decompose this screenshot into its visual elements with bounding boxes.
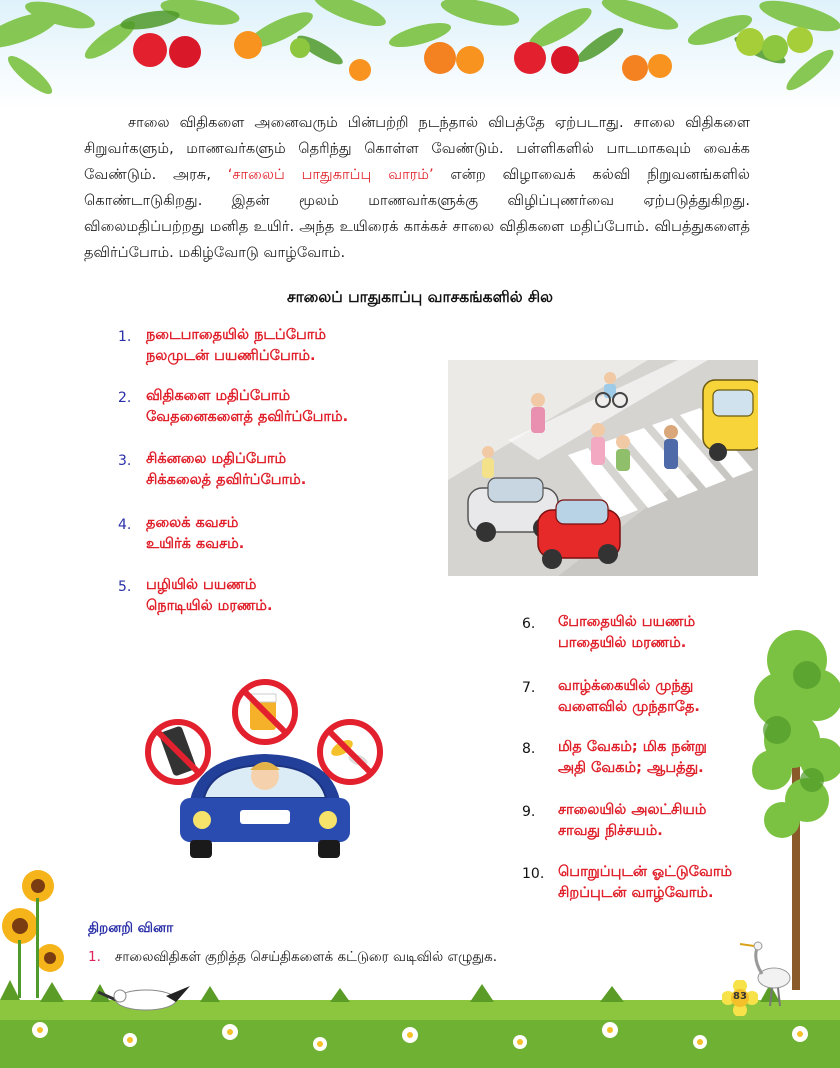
no-phone-no-drink-no-pills-driver-illustration	[140, 670, 390, 890]
yellow-car-icon	[703, 380, 758, 461]
no-phone-icon	[148, 722, 208, 782]
slogan-line: விதிகளை மதிப்போம்	[146, 388, 291, 404]
slogan-line: அதி வேகம்; ஆபத்து.	[558, 760, 704, 776]
slogan-line: பாதையில் மரணம்.	[558, 635, 687, 651]
paragraph-text-before: சாலை விதிகளை அனைவரும் பின்பற்றி நடந்தால் விபத்தே ஏற்படாது. சாலை விதிகளை சிறுவர்களும், மாணவர்களும் தெரிந்து கொள்ள வேண்டும். பள்ளிகளில் பாடமாகவும் வைக்க வேண்டும். அரசு,	[84, 114, 750, 183]
stork-icon	[96, 972, 192, 1022]
slogans-heading: சாலைப் பாதுகாப்பு வாசகங்களில் சில	[286, 288, 554, 306]
crosswalk-scene-illustration	[448, 360, 758, 576]
slogan-line: நொடியில் மரணம்.	[146, 598, 273, 614]
slogan-number: 4.	[118, 517, 132, 533]
slogan-number: 10.	[522, 866, 545, 882]
slogan-list-left	[118, 327, 448, 627]
slogan-line: வளைவில் முந்தாதே.	[558, 699, 700, 715]
slogan-line: நடைபாதையில் நடப்போம்	[146, 327, 327, 343]
slogan-number: 9.	[522, 804, 536, 820]
slogan-line: சாலையில் அலட்சியம்	[558, 802, 707, 818]
question-item	[88, 949, 497, 967]
slogan-number: 3.	[118, 453, 132, 469]
slogan-line: போதையில் பயணம்	[558, 614, 696, 630]
fruit-leaf-banner	[0, 0, 840, 110]
question-number: 1.	[88, 949, 101, 965]
slogan-line: சிக்னலை மதிப்போம்	[146, 451, 287, 467]
slogan-line: சிக்கலைத் தவிர்ப்போம்.	[146, 472, 307, 488]
slogan-number: 5.	[118, 579, 132, 595]
sunflower-decoration	[0, 868, 90, 998]
slogan-number: 8.	[522, 741, 536, 757]
slogan-number: 6.	[522, 616, 536, 632]
slogan-line: பொறுப்புடன் ஓட்டுவோம்	[558, 864, 733, 880]
no-pills-icon	[320, 722, 380, 782]
no-alcohol-icon	[235, 682, 295, 742]
skill-question-title: திறனறி வினா	[88, 920, 174, 936]
slogan-line: வாழ்க்கையில் முந்து	[558, 678, 694, 694]
tree-decoration	[752, 620, 840, 990]
slogan-line: சிறப்புடன் வாழ்வோம்.	[558, 885, 714, 901]
page-number: 83	[733, 991, 747, 1002]
slogan-line: பழியில் பயணம்	[146, 577, 257, 593]
slogan-line: உயிர்க் கவசம்.	[146, 536, 245, 552]
slogan-number: 7.	[522, 680, 536, 696]
paragraph-text-after: என்ற விழாவைக் கல்வி நிறுவனங்களில் கொண்டாடுகிறது. இதன் மூலம் மாணவர்களுக்கு விழிப்புணர்வை ஏற்படுத்துகிறது. விலைமதிப்பற்றது மனித உயிர். அந்த உயிரைக் காக்கச் சாலை விதிகளை மதிப்போம். விபத்துகளைத் தவிர்ப்போம். மகிழ்வோடு வாழ்வோம்.	[84, 166, 750, 261]
slogan-number: 1.	[118, 329, 132, 345]
slogan-line: வேதனைகளைத் தவிர்ப்போம்.	[146, 409, 349, 425]
question-text: சாலைவிதிகள் குறித்த செய்திகளைக் கட்டுரை வடிவில் எழுதுக.	[114, 949, 498, 965]
slogan-line: தலைக் கவசம்	[146, 515, 239, 531]
slogan-line: சாவது நிச்சயம்.	[558, 823, 663, 839]
slogan-line: மித வேகம்; மிக நன்று	[558, 739, 707, 755]
red-car-icon	[538, 500, 620, 569]
slogan-number: 2.	[118, 390, 132, 406]
intro-paragraph	[84, 110, 750, 266]
road-safety-week-highlight: ‘சாலைப் பாதுகாப்பு வாரம்’	[227, 166, 434, 183]
slogan-line: நலமுடன் பயணிப்போம்.	[146, 348, 316, 364]
